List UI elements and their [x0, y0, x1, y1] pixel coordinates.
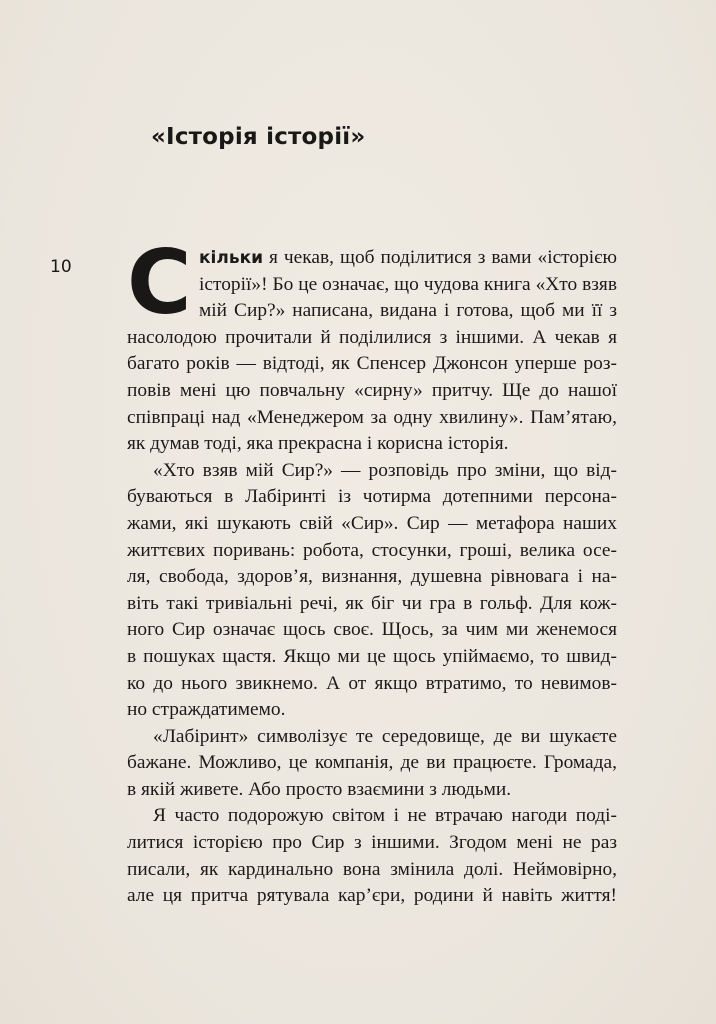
text-line: історії»! Бо це означає, що чудова книга «Хто взяв	[199, 273, 617, 295]
lead-word: кільки	[199, 248, 264, 268]
page-number: 10	[50, 257, 72, 277]
text-line: кільки я чекав, щоб поділитися з вами «історією	[199, 247, 617, 268]
text-line: Я часто подорожую світом і не втрачаю нагоди поді-	[153, 805, 617, 827]
text-line: ко до нього звикнемо. А от якщо втратимо, то невимов-	[127, 672, 617, 694]
text-line: як думав тоді, яка прекрасна і корисна історія.	[127, 433, 509, 455]
text-line: буваються в Лабіринті із чотирма дотепними персона-	[127, 486, 617, 508]
text-line: жами, які шукають свій «Сир». Сир — метафора наших	[127, 512, 617, 534]
text-line: життєвих поривань: робота, стосунки, гроші, велика осе-	[127, 539, 617, 561]
chapter-title: «Історія історії»	[151, 124, 366, 150]
text-line: ля, свобода, здоров’я, визнання, душевна рівновага і на-	[127, 566, 617, 588]
text-line: багато років — відтоді, як Спенсер Джонсон уперше роз-	[127, 353, 617, 375]
text-line: повів мені цю повчальну «сирну» притчу. Ще до нашої	[127, 379, 617, 401]
text-line: но страждатимемо.	[127, 699, 286, 721]
text-line: ного Сир означає щось своє. Щось, за чим ми женемося	[127, 619, 617, 641]
text-line: бажане. Можливо, це компанія, де ви працюєте. Громада,	[127, 752, 617, 774]
text-line: писали, як кардинально вона змінила долі. Неймовірно,	[127, 858, 617, 880]
text-line: співпраці над «Менеджером за одну хвилину». Пам’ятаю,	[127, 406, 617, 428]
text-line: віть такі тривіальні речі, як біг чи гра в гольф. Для кож-	[127, 592, 617, 614]
body-text	[127, 231, 617, 910]
text-line: литися історією про Сир з іншими. Згодом мені не раз	[127, 832, 617, 854]
text-line: «Лабіринт» символізує те середовище, де ви шукаєте	[153, 725, 617, 747]
text-line: мій Сир?» написана, видана і готова, щоб ми її з	[199, 300, 617, 322]
text-line: «Хто взяв мій Сир?» — розповідь про зміни, що від-	[153, 459, 617, 481]
text-line: але ця притча рятувала кар’єри, родини й навіть життя!	[127, 885, 617, 907]
text-line: в пошуках щастя. Якщо ми це щось упіймаємо, то швид-	[127, 645, 617, 667]
text-line: насолодою прочитали й поділилися з іншими. А чекав я	[127, 326, 617, 348]
drop-cap: С	[127, 231, 192, 334]
text-line: в якій живете. Або просто взаємини з людьми.	[127, 778, 512, 800]
